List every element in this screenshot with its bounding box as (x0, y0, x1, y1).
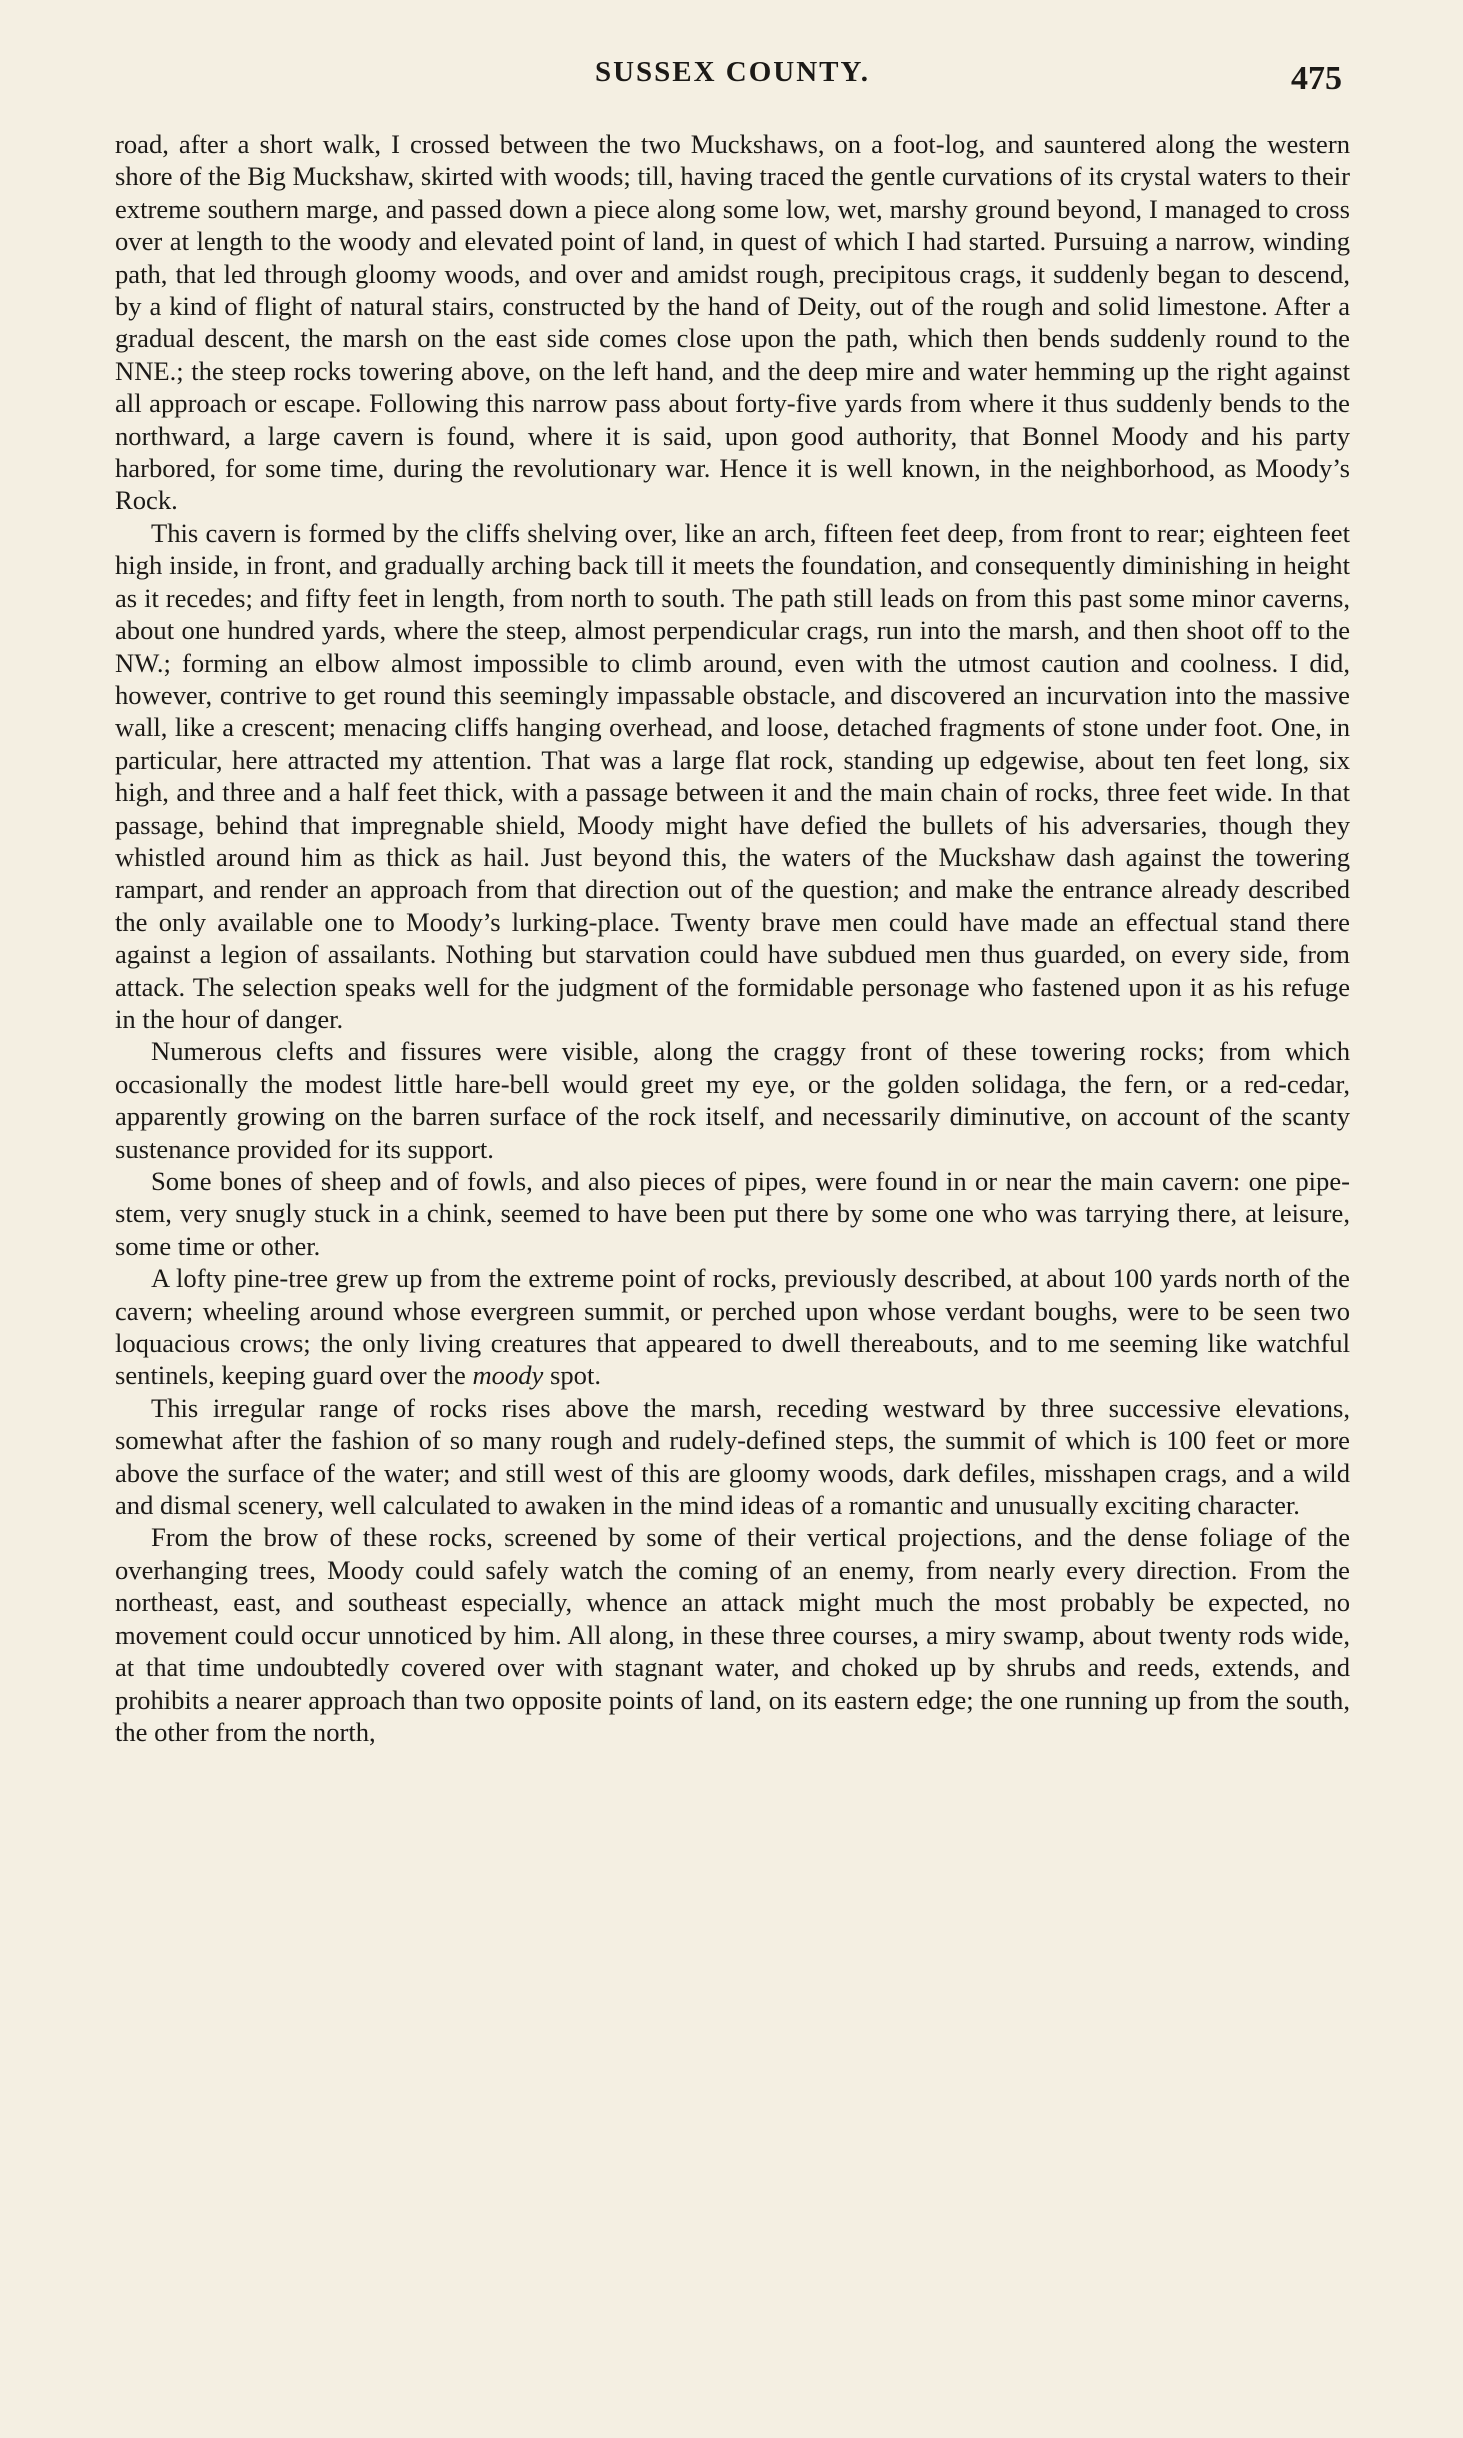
paragraph-5-end: spot. (543, 1360, 601, 1391)
paragraph-2: This cavern is formed by the cliffs shelving over, like an arch, fifteen feet deep, from front to rear; eighteen feet high inside, in front, and gradually arching back till it meets the foundation, and consequently diminishing in height as it recedes; and fifty feet in length, from north to south. The path still leads on from this past some minor caverns, about one hundred yards, where the steep, almost perpendicular crags, run into the marsh, and then shoot off to the NW.; forming an elbow almost impossible to climb around, even with the utmost caution and coolness. I did, however, contrive to get round this seemingly impassable obstacle, and discovered an incurvation into the massive wall, like a crescent; menacing cliffs hanging overhead, and loose, detached fragments of stone under foot. One, in particular, here attracted my attention. That was a large flat rock, standing up edgewise, about ten feet long, six high, and three and a half feet thick, with a passage between it and the main chain of rocks, three feet wide. In that passage, behind that impregnable shield, Moody might have defied the bullets of his adversaries, though they whistled around him as thick as hail. Just beyond this, the waters of the Muckshaw dash against the towering rampart, and render an approach from that direction out of the question; and make the entrance already described the only available one to Moody’s lurking-place. Twenty brave men could have made an effectual stand there against a legion of assailants. Nothing but starvation could have subdued men thus guarded, on every side, from attack. The selection speaks well for the judgment of the formidable personage who fastened upon it as his refuge in the hour of danger. (115, 517, 1350, 1034)
page-number: 475 (1291, 60, 1342, 97)
paragraph-5 (115, 1262, 1350, 1392)
running-title: SUSSEX COUNTY. (594, 56, 871, 88)
running-head (115, 52, 1350, 102)
paragraph-5-text: A lofty pine-tree grew up from the extreme point of rocks, previously described, at about 100 yards north of the cavern; wheeling around whose evergreen summit, or perched upon whose verdant boughs, were to be seen two loquacious crows; the only living creatures that appeared to dwell thereabouts, and to me seeming like watchful sentinels, keeping guard over the (115, 1263, 1350, 1391)
paragraph-1: road, after a short walk, I crossed between the two Muckshaws, on a foot-log, and sauntered along the western shore of the Big Muckshaw, skirted with woods; till, having traced the gentle curvations of its crystal waters to their extreme southern marge, and passed down a piece along some low, wet, marshy ground beyond, I managed to cross over at length to the woody and elevated point of land, in quest of which I had started. Pursuing a narrow, winding path, that led through gloomy woods, and over and amidst rough, precipitous crags, it suddenly began to descend, by a kind of flight of natural stairs, constructed by the hand of Deity, out of the rough and solid limestone. After a gradual descent, the marsh on the east side comes close upon the path, which then bends suddenly round to the NNE.; the steep rocks towering above, on the left hand, and the deep mire and water hemming up the right against all approach or escape. Following this narrow pass about forty-five yards from where it thus suddenly bends to the northward, a large cavern is found, where it is said, upon good authority, that Bonnel Moody and his party harbored, for some time, during the revolutionary war. Hence it is well known, in the neighborhood, as Moody’s Rock. (115, 129, 1350, 516)
italic-word: moody (472, 1360, 544, 1391)
paragraph-4: Some bones of sheep and of fowls, and also pieces of pipes, were found in or near the main cavern: one pipe-stem, very snugly stuck in a chink, seemed to have been put there by some one who was tarrying there, at leisure, some time or other. (115, 1166, 1350, 1261)
body-text (115, 128, 1350, 1748)
paragraph-6: This irregular range of rocks rises above the marsh, receding westward by three successive elevations, somewhat after the fashion of so many rough and rudely-defined steps, the summit of which is 100 feet or more above the surface of the water; and still west of this are gloomy woods, dark defiles, misshapen crags, and a wild and dismal scenery, well calculated to awaken in the mind ideas of a romantic and unusually exciting character. (115, 1392, 1350, 1521)
paragraph-7: From the brow of these rocks, screened by some of their vertical projections, and the dense foliage of the overhanging trees, Moody could safely watch the coming of an enemy, from nearly every direction. From the northeast, east, and southeast especially, whence an attack might much the most probably be expected, no movement could occur unnoticed by him. All along, in these three courses, a miry swamp, about twenty rods wide, at that time undoubtedly covered over with stagnant water, and choked up by shrubs and reeds, extends, and prohibits a nearer approach than two opposite points of land, on its eastern edge; the one running up from the south, the other from the north, (115, 1522, 1350, 1747)
paragraph-3: Numerous clefts and fissures were visible, along the craggy front of these towering rocks; from which occasionally the modest little hare-bell would greet my eye, or the golden solidaga, the fern, or a red-cedar, apparently growing on the barren surface of the rock itself, and necessarily diminutive, on account of the scanty sustenance provided for its support. (115, 1036, 1350, 1164)
